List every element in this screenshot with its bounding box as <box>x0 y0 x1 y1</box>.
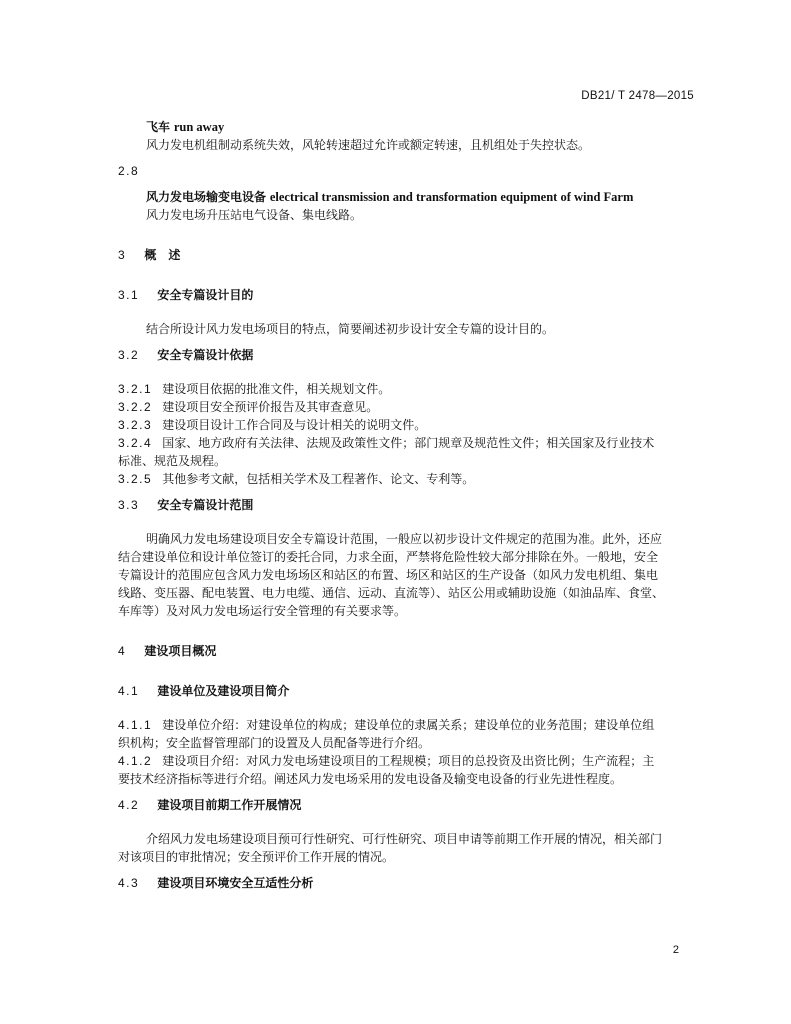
item-3-2-4-text-line-1: 国家、地方政府有关法律、法规及政策性文件；部门规章及规范性文件；相关国家及行业技术 <box>162 436 655 450</box>
section-3-title: 概 述 <box>144 248 181 262</box>
page-content <box>118 118 694 892</box>
section-3-2-title: 安全专篇设计依据 <box>157 348 254 362</box>
item-3-2-1-text: 建设项目依据的批准文件，相关规划文件。 <box>162 382 391 396</box>
section-3-1-number: 3.1 <box>118 288 140 302</box>
section-4-3-title: 建设项目环境安全互适性分析 <box>157 876 314 890</box>
item-3-2-5-number: 3.2.5 <box>118 472 153 486</box>
section-3-3-body-line-2: 结合建设单位和设计单位签订的委托合同，力求全面，严禁将危险性较大部分排除在外。一般地，安全 <box>118 550 659 564</box>
section-3-3-body-line-5: 车库等）及对风力发电场运行安全管理的有关要求等。 <box>118 604 407 618</box>
section-4-3-heading <box>118 874 694 892</box>
section-4-heading <box>118 642 694 660</box>
section-3-3-body-line-3: 专篇设计的范围应包含风力发电场场区和站区的布置、场区和站区的生产设备（如风力发电机组、集电 <box>118 568 659 582</box>
item-4-1-1-text-line-1: 建设单位介绍：对建设单位的构成；建设单位的隶属关系；建设单位的业务范围；建设单位组 <box>162 718 655 732</box>
section-3-3-heading <box>118 496 694 514</box>
section-4-number: 4 <box>118 644 127 658</box>
term-2-8-en: electrical transmission and transformation equipment of wind Farm <box>269 190 634 204</box>
item-4-1-2-text-line-1: 建设项目介绍：对风力发电场建设项目的工程规模；项目的总投资及出资比例；生产流程；主 <box>162 754 655 768</box>
item-4-1-1 <box>118 716 694 734</box>
item-3-2-1 <box>118 380 694 398</box>
term-runaway-en: run away <box>173 120 225 134</box>
section-4-2-body-line-2: 对该项目的审批情况；安全预评价工作开展的情况。 <box>118 850 395 864</box>
term-2-8-zh: 风力发电场输变电设备 <box>146 190 267 204</box>
item-3-2-1-number: 3.2.1 <box>118 382 153 396</box>
section-3-heading <box>118 246 694 264</box>
item-4-1-2 <box>118 752 694 770</box>
section-3-2-number: 3.2 <box>118 348 140 362</box>
page-number: 2 <box>672 944 679 956</box>
item-3-2-2-text: 建设项目安全预评价报告及其审查意见。 <box>162 400 379 414</box>
item-3-2-3 <box>118 416 694 434</box>
term-runaway-title <box>118 118 694 136</box>
item-3-2-5 <box>118 470 694 488</box>
item-3-2-4-text-line-2: 标准、规范及规程。 <box>118 454 227 468</box>
section-3-3-number: 3.3 <box>118 498 140 512</box>
item-3-2-3-number: 3.2.3 <box>118 418 153 432</box>
item-4-1-2-number: 4.1.2 <box>118 754 153 768</box>
section-4-1-title: 建设单位及建设项目简介 <box>157 684 290 698</box>
term-runaway-definition: 风力发电机组制动系统失效，风轮转速超过允许或额定转速，且机组处于失控状态。 <box>146 138 591 152</box>
section-4-1-heading <box>118 682 694 700</box>
item-4-1-1-text-line-2: 织机构；安全监督管理部门的设置及人员配备等进行介绍。 <box>118 736 431 750</box>
term-runaway-zh: 飞车 <box>146 120 171 134</box>
term-2-8-number: 2.8 <box>118 164 140 178</box>
item-3-2-3-text: 建设项目设计工作合同及与设计相关的说明文件。 <box>162 418 427 432</box>
item-3-2-5-text: 其他参考文献，包括相关学术及工程著作、论文、专利等。 <box>162 472 475 486</box>
section-3-number: 3 <box>118 248 127 262</box>
section-4-2-number: 4.2 <box>118 798 140 812</box>
section-3-1-title: 安全专篇设计目的 <box>157 288 254 302</box>
item-3-2-4-number: 3.2.4 <box>118 436 153 450</box>
section-4-2-title: 建设项目前期工作开展情况 <box>157 798 302 812</box>
item-4-1-1-number: 4.1.1 <box>118 718 153 732</box>
section-3-3-title: 安全专篇设计范围 <box>157 498 254 512</box>
item-3-2-4 <box>118 434 694 452</box>
section-4-2-heading <box>118 796 694 814</box>
section-3-1-heading <box>118 286 694 304</box>
item-3-2-2-number: 3.2.2 <box>118 400 153 414</box>
section-3-2-heading <box>118 346 694 364</box>
section-3-3-body-line-4: 线路、变压器、配电装置、电力电缆、通信、远动、直流等）、站区公用或辅助设施（如油品库、食堂、 <box>118 586 665 600</box>
standard-number: DB21/ T 2478—2015 <box>581 90 694 102</box>
section-4-title: 建设项目概况 <box>144 644 217 658</box>
item-3-2-2 <box>118 398 694 416</box>
section-4-1-number: 4.1 <box>118 684 140 698</box>
section-4-2-body-line-1: 介绍风力发电场建设项目预可行性研究、可行性研究、项目申请等前期工作开展的情况，相关部门 <box>146 832 663 846</box>
term-2-8-definition: 风力发电场升压站电气设备、集电线路。 <box>146 208 363 222</box>
section-3-1-body: 结合所设计风力发电场项目的特点，简要阐述初步设计安全专篇的设计目的。 <box>146 322 555 336</box>
section-3-3-body-line-1: 明确风力发电场建设项目安全专篇设计范围，一般应以初步设计文件规定的范围为准。此外，还应 <box>146 532 663 546</box>
term-2-8-title <box>118 188 694 206</box>
section-4-3-number: 4.3 <box>118 876 140 890</box>
item-4-1-2-text-line-2: 要技术经济指标等进行介绍。阐述风力发电场采用的发电设备及输变电设备的行业先进性程度。 <box>118 772 623 786</box>
